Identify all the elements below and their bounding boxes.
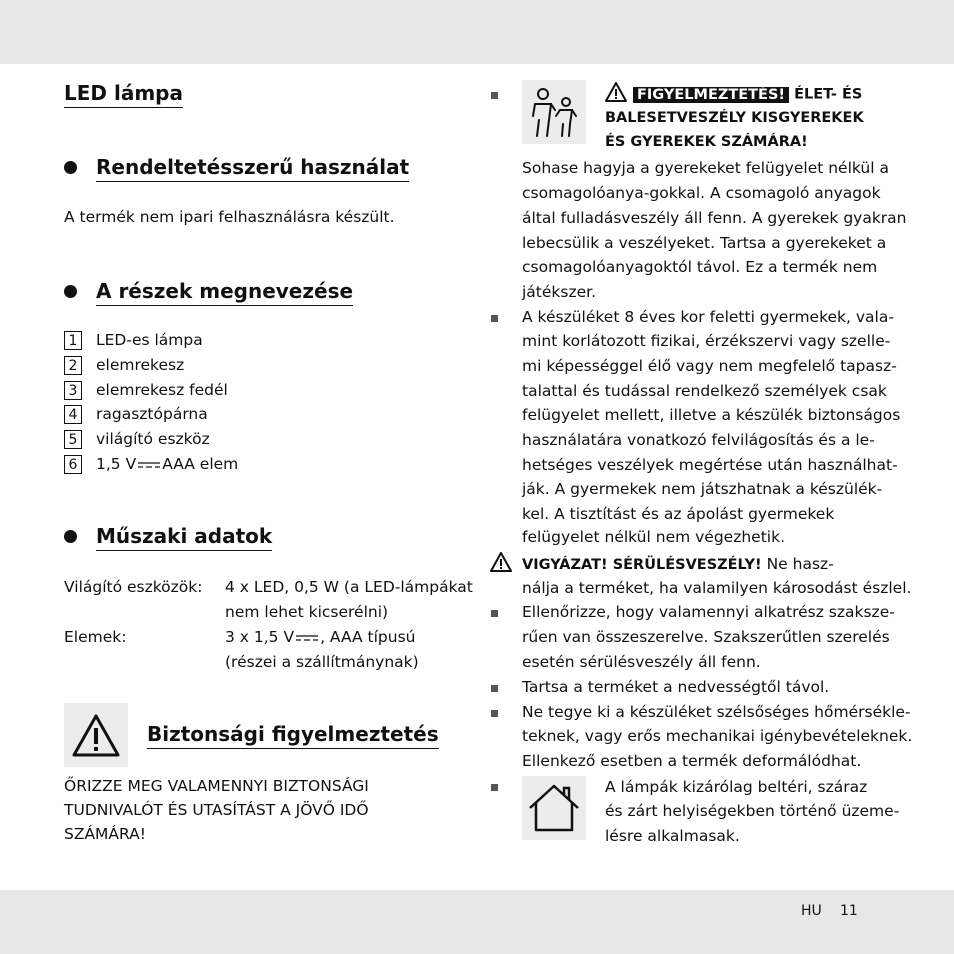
page-title: LED lámpa xyxy=(64,81,183,108)
paragraph-line: által fulladásveszély áll fenn. A gyerekek gyakran xyxy=(522,209,907,227)
intended-use-text: A termék nem ipari felhasználásra készült. xyxy=(64,208,395,226)
warning-title-line xyxy=(605,82,862,106)
bullet-marker xyxy=(491,710,498,717)
dc-symbol-icon xyxy=(296,635,318,641)
paragraph-line: játékszer. xyxy=(522,283,597,301)
section-bullet xyxy=(64,285,77,298)
safety-notice-line: SZÁMÁRA! xyxy=(64,825,146,843)
warning-label: FIGYELMEZTETÉS! xyxy=(633,87,789,103)
spec-label-batteries: Elemek: xyxy=(64,628,127,646)
intended-use-heading: Rendeltetésszerű használat xyxy=(96,155,409,182)
paragraph-line: A készüléket 8 éves kor feletti gyermekek, vala- xyxy=(522,308,894,326)
paragraph-line: esetén sérülésveszély áll fenn. xyxy=(522,653,761,671)
warning-title-line: ÉS GYEREKEK SZÁMÁRA! xyxy=(605,134,808,150)
specs-heading: Műszaki adatok xyxy=(96,524,272,551)
part-label: elemrekesz xyxy=(96,356,185,374)
spec-value-batteries-cont: (részei a szállítmánynak) xyxy=(225,653,419,671)
page-number: 11 xyxy=(840,903,858,919)
paragraph-line: Ellenkező esetben a termék deformálódhat. xyxy=(522,752,862,770)
dc-symbol-icon xyxy=(138,462,160,468)
caution-label: VIGYÁZAT! SÉRÜLÉSVESZÉLY! xyxy=(522,557,762,573)
part-number: 3 xyxy=(64,381,82,400)
paragraph-line: lésre alkalmasak. xyxy=(605,827,740,845)
paragraph-line: ják. A gyermekek nem játszhatnak a készülék- xyxy=(522,480,883,498)
part-number: 5 xyxy=(64,430,82,449)
paragraph-line: nálja a terméket, ha valamilyen károsodást észlel. xyxy=(522,579,912,597)
bullet-marker xyxy=(491,315,498,322)
section-bullet xyxy=(64,161,77,174)
paragraph-line: lebecsülik a veszélyeket. Tartsa a gyerekeket a xyxy=(522,234,887,252)
paragraph-line: Ne tegye ki a készüléket szélsőséges hőmérsékle- xyxy=(522,703,911,721)
paragraph-line: kel. A tisztítást és az ápolást gyermekek xyxy=(522,505,835,523)
bullet-marker xyxy=(491,610,498,617)
part-number: 1 xyxy=(64,331,82,350)
safety-notice-line: TUDNIVALÓT ÉS UTASÍTÁST A JÖVŐ IDŐ xyxy=(64,801,369,819)
paragraph-line: felügyelet nélkül nem végezhetik. xyxy=(522,528,785,546)
warning-title-line: BALESETVESZÉLY KISGYEREKEK xyxy=(605,110,864,126)
bullet-marker xyxy=(491,784,498,791)
paragraph-line: csomagolóanyagoktól távol. Ez a termék nem xyxy=(522,258,878,276)
warning-triangle-icon xyxy=(605,82,627,106)
caution-triangle-icon xyxy=(490,552,512,576)
spec-value-lamps-cont: nem lehet kicserélni) xyxy=(225,603,389,621)
paragraph-line: mint korlátozott fizikai, érzékszervi vagy szelle- xyxy=(522,332,891,350)
spec-value-lamps: 4 x LED, 0,5 W (a LED-lámpákat xyxy=(225,578,473,596)
paragraph-line: Tartsa a terméket a nedvességtől távol. xyxy=(522,678,830,696)
paragraph-line: A lámpák kizárólag beltéri, száraz xyxy=(605,778,868,796)
paragraph-line: hetséges veszélyek megértése után használhat- xyxy=(522,456,898,474)
paragraph-line: felügyelet mellett, illetve a készülék biztonságos xyxy=(522,406,901,424)
part-number: 2 xyxy=(64,356,82,375)
paragraph-line: használatára vonatkozó felvilágosítás és a le- xyxy=(522,431,875,449)
children-icon-box xyxy=(522,80,586,144)
paragraph-line: és zárt helyiségekben történő üzeme- xyxy=(605,802,900,820)
bullet-marker xyxy=(491,685,498,692)
footer-band xyxy=(0,890,954,954)
caution-line xyxy=(522,552,834,577)
part-number: 4 xyxy=(64,405,82,424)
part-label: ragasztópárna xyxy=(96,405,208,423)
battery-spec: 3 x 1,5 V xyxy=(225,628,295,646)
paragraph-line: rűen van összeszerelve. Szakszerűtlen szerelés xyxy=(522,628,890,646)
battery-type: AAA elem xyxy=(162,455,239,473)
battery-voltage: 1,5 V xyxy=(96,455,137,473)
language-code: HU xyxy=(801,903,822,919)
paragraph-line: teknek, vagy erős mechanikai igénybevételeknek. xyxy=(522,727,913,745)
bullet-marker xyxy=(491,92,498,99)
warning-title: ÉLET- ÉS xyxy=(794,86,863,103)
header-band xyxy=(0,0,954,64)
paragraph-line: talattal és tudással rendelkező személyek csak xyxy=(522,382,887,400)
indoor-icon-box xyxy=(522,776,586,840)
caution-text: Ne hasz- xyxy=(761,555,834,573)
part-label xyxy=(96,454,238,474)
parts-heading: A részek megnevezése xyxy=(96,279,353,306)
battery-spec-type: , AAA típusú xyxy=(320,628,416,646)
safety-heading: Biztonsági figyelmeztetés xyxy=(147,722,439,749)
spec-label-lamps: Világító eszközök: xyxy=(64,578,203,596)
part-label: világító eszköz xyxy=(96,430,210,448)
warning-triangle-icon xyxy=(64,703,128,767)
child-hazard-icon xyxy=(522,80,586,144)
part-number: 6 xyxy=(64,455,82,474)
section-bullet xyxy=(64,530,77,543)
paragraph-line: csomagolóanya-gokkal. A csomagoló anyagok xyxy=(522,184,881,202)
paragraph-line: Ellenőrizze, hogy valamennyi alkatrész szaksze- xyxy=(522,603,895,621)
paragraph-line: mi képességgel élő vagy nem megfelelő tapasz- xyxy=(522,357,897,375)
part-label: elemrekesz fedél xyxy=(96,381,228,399)
paragraph-line: Sohase hagyja a gyerekeket felügyelet nélkül a xyxy=(522,159,889,177)
part-label: LED-es lámpa xyxy=(96,331,203,349)
spec-value-batteries xyxy=(225,625,415,650)
house-icon xyxy=(522,776,586,840)
safety-notice-line: ŐRIZZE MEG VALAMENNYI BIZTONSÁGI xyxy=(64,777,369,795)
warning-icon-box xyxy=(64,703,128,767)
